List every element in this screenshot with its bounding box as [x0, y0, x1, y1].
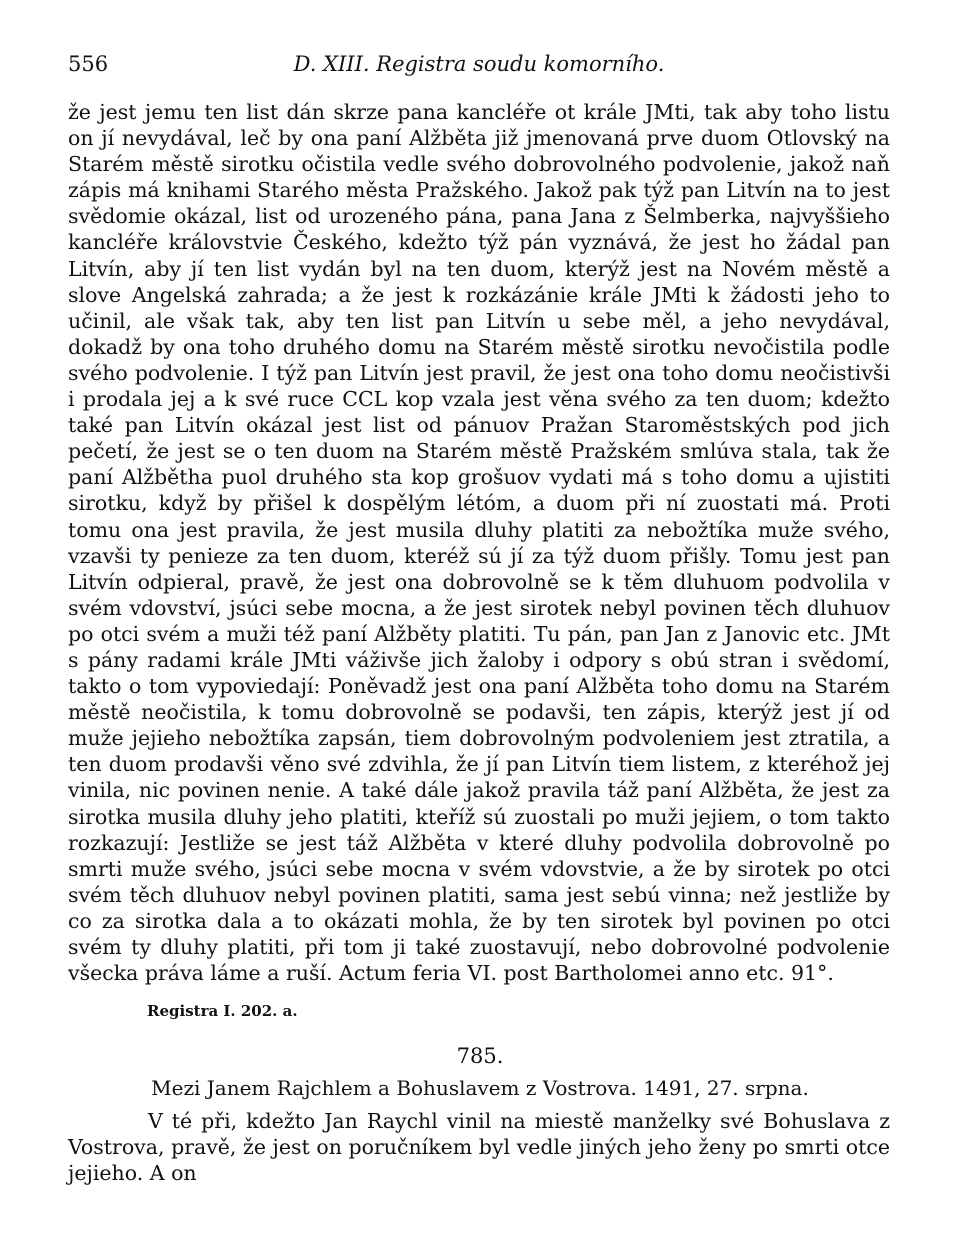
- running-title: D. XIII. Registra soudu komorního.: [293, 52, 665, 76]
- entry-heading: Mezi Janem Rajchlem a Bohuslavem z Vostrova. 1491, 27. srpna.: [151, 1076, 809, 1100]
- entry-paragraph: V té při, kdežto Jan Raychl vinil na miestě manželky své Bohuslava z Vostrova, pravě, že jest on poručníkem byl vedle jiných jeho ženy po smrti otce jejieho. A on: [68, 1109, 890, 1186]
- page-header: [68, 52, 890, 82]
- page-number: 556: [68, 52, 109, 76]
- entry-number: 785.: [456, 1044, 504, 1068]
- source-reference: Registra I. 202. a.: [147, 1002, 298, 1020]
- body-paragraph: že jest jemu ten list dán skrze pana kancléře ot krále JMti, tak aby toho listu on jí nevydával, leč by ona paní Alžběta již jmenovaná prve duom Otlovský na Starém městě sirotku očistila vedle svého dobrovolného podvolenie, jakož naň zápis má knihami Starého města Pražského. Jakož pak týž pan Litvín na to jest svědomie okázal, list od urozeného pána, pana Jana z Šelmberka, najvyššieho kancléře královstvie Českého, kdežto týž pán vyznává, že jest ho žádal pan Litvín, aby jí ten list vydán byl na ten duom, kterýž jest na Novém městě a slove Angelská zahrada; a že jest k rozkázánie krále JMti k žádosti jeho to učinil, ale však tak, aby ten list pan Litvín u sebe měl, a jeho nevydával, dokadž by ona toho druhého domu na Starém městě sirotku nevočistila podle svého podvolenie. I týž pan Litvín jest pravil, že jest ona toho domu neočistivši i prodala jej a k své ruce CCL kop vzala jest věna svého za ten duom; kdežto také pan Litvín okázal jest list od pánuov Pražan Staroměstských pod jich pečetí, že jest se o ten duom na Starém městě Pražském smlúva stala, tak že paní Alžbětha puol druhého sta kop grošuov vydati má s toho domu a ujistiti sirotku, když by přišel k dospělým létóm, a duom při ní zuostati má. Proti tomu ona jest pravila, že jest musila dluhy platiti za nebožtíka muže svého, vzavši ty penieze za ten duom, kteréž sú jí za týž duom přišly. Tomu jest pan Litvín odpieral, pravě, že jest ona dobrovolně se k těm dluhuom podvolila v svém vdovství, jsúci sebe mocna, a že jest sirotek nebyl povinen těch dluhuov po otci svém a muži též paní Alžběty platiti. Tu pán, pan Jan z Janovic etc. JMt s pány radami krále JMti váživše jich žaloby i odpory s obú stran i svědomí, takto o tom vypoviedají: Poněvadž jest ona paní Alžběta toho domu na Starém městě neočistila, k tomu dobrovolně se podavši, ten zápis, kterýž jest jí od muže jejieho nebožtíka zapsán, tiem dobrovolným podvoleniem jest ztratila, a ten duom prodavši věno své zdvihla, že jí pan Litvín tiem listem, z kteréhož jej vinila, nic povinen nenie. A také dále jakož pravila táž paní Alžběta, že jest za sirotka musila dluhy jeho platiti, kteříž sú zuostali po muži jejiem, o tom takto rozkazují: Jestliže se jest táž Alžběta v které dluhy podvolila dobrovolně po smrti muže svého, jsúci sebe mocna v svém vdovstvie, a že by sirotek po otci svém těch dluhuov nebyl povinen platiti, sama jest sebú vinna; než jestliže by co za sirotka dala a to okázati mohla, že by ten sirotek byl povinen po otci svém ty dluhy platiti, při tom ji také zuostavují, nebo dobrovolné podvolenie všecka práva láme a ruší. Actum feria VI. post Bartholomei anno etc. 91°.: [68, 100, 890, 986]
